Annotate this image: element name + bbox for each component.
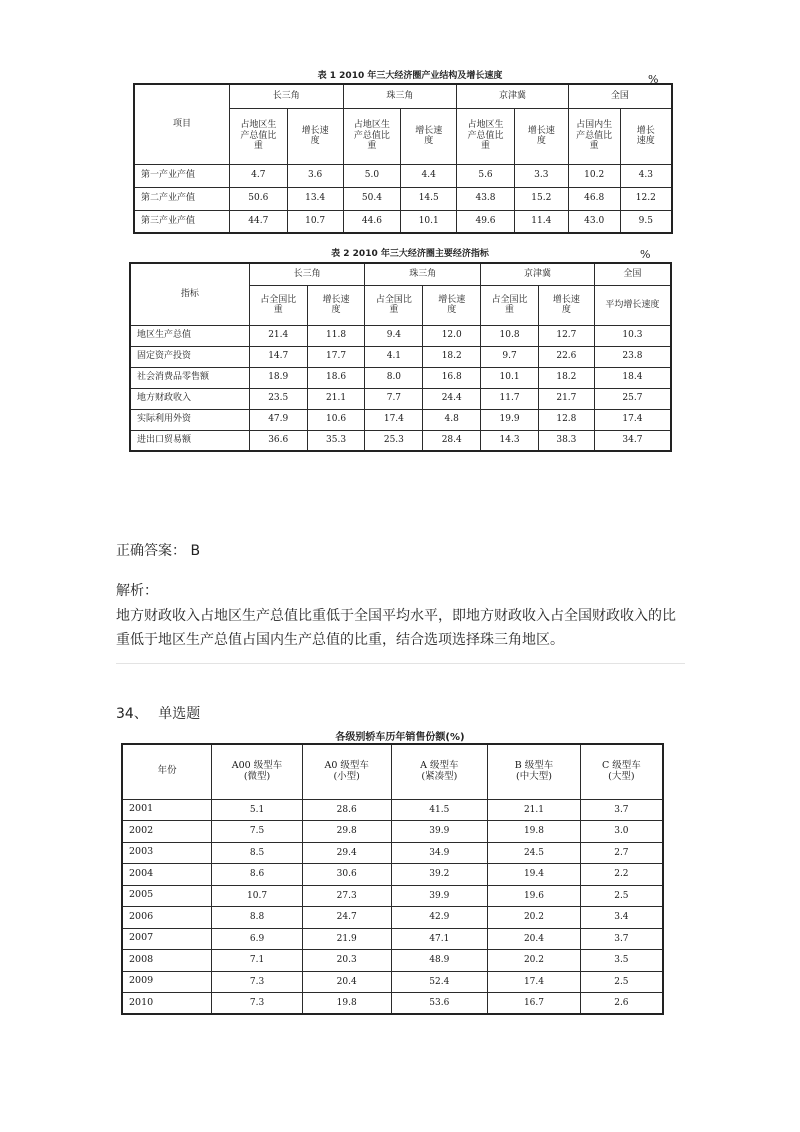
cell: 50.4 <box>343 187 401 210</box>
cell: 20.4 <box>302 971 391 993</box>
cell: 43.8 <box>457 187 515 210</box>
cell: 19.8 <box>488 821 581 843</box>
cell: 9.4 <box>365 325 423 346</box>
table2-title: 表 2 2010 年三大经济圈主要经济指标 <box>331 249 489 259</box>
row-year: 2003 <box>122 842 212 864</box>
question-number: 34、 <box>116 706 148 722</box>
cell: 21.4 <box>249 325 307 346</box>
cell: 35.3 <box>307 430 365 451</box>
row-year: 2006 <box>122 907 212 929</box>
question-type: 单选题 <box>158 706 201 722</box>
table-row <box>122 821 663 843</box>
cell: 25.3 <box>365 430 423 451</box>
cell: 3.3 <box>514 164 568 187</box>
row-label: 地区生产总值 <box>130 325 249 346</box>
cell: 2.6 <box>580 993 663 1015</box>
cell: 5.0 <box>343 164 401 187</box>
cell: 20.3 <box>302 950 391 972</box>
cell: 4.7 <box>229 164 287 187</box>
cell: 30.6 <box>302 864 391 886</box>
cell: 8.5 <box>212 842 303 864</box>
row-year: 2001 <box>122 799 212 821</box>
cell: 18.9 <box>249 367 307 388</box>
cell: 25.7 <box>594 388 671 409</box>
cell: 4.1 <box>365 346 423 367</box>
cell: 14.7 <box>249 346 307 367</box>
cell: 11.7 <box>481 388 539 409</box>
cell: 16.8 <box>423 367 481 388</box>
cell: 12.7 <box>538 325 594 346</box>
divider <box>116 663 685 664</box>
row-year: 2010 <box>122 993 212 1015</box>
table-row <box>122 799 663 821</box>
cell: 21.9 <box>302 928 391 950</box>
table1-subheader: 占地区生产总值比重 <box>229 108 287 164</box>
cell: 47.1 <box>391 928 488 950</box>
cell: 19.4 <box>488 864 581 886</box>
table3-header: A00 级型车 (微型) <box>212 744 303 799</box>
cell: 2.5 <box>580 971 663 993</box>
row-label: 实际利用外资 <box>130 409 249 430</box>
table2-subheader: 占全国比重 <box>249 285 307 325</box>
cell: 17.4 <box>488 971 581 993</box>
cell: 27.3 <box>302 885 391 907</box>
table-row <box>122 842 663 864</box>
table2-subheader: 占全国比重 <box>481 285 539 325</box>
cell: 24.4 <box>423 388 481 409</box>
table2-subheader: 占全国比重 <box>365 285 423 325</box>
cell: 5.1 <box>212 799 303 821</box>
row-label: 第一产业产值 <box>134 164 229 187</box>
question-header <box>116 703 200 723</box>
cell: 52.4 <box>391 971 488 993</box>
cell: 46.8 <box>568 187 620 210</box>
table3-header: B 级型车 (中大型) <box>488 744 581 799</box>
cell: 34.9 <box>391 842 488 864</box>
cell: 20.4 <box>488 928 581 950</box>
cell: 6.9 <box>212 928 303 950</box>
cell: 12.8 <box>538 409 594 430</box>
table-row <box>122 971 663 993</box>
table1 <box>133 83 673 234</box>
table-row <box>130 346 671 367</box>
cell: 20.2 <box>488 950 581 972</box>
cell: 18.2 <box>423 346 481 367</box>
cell: 47.9 <box>249 409 307 430</box>
cell: 38.3 <box>538 430 594 451</box>
table-row <box>122 928 663 950</box>
table-row <box>130 430 671 451</box>
row-label: 第二产业产值 <box>134 187 229 210</box>
table2-region: 长三角 <box>249 263 365 285</box>
cell: 19.9 <box>481 409 539 430</box>
row-year: 2004 <box>122 864 212 886</box>
table1-subheader: 增长速度 <box>287 108 343 164</box>
table-row <box>134 187 672 210</box>
cell: 24.5 <box>488 842 581 864</box>
cell: 28.6 <box>302 799 391 821</box>
cell: 17.4 <box>365 409 423 430</box>
table3-title: 各级别轿车历年销售份额(%) <box>335 732 465 743</box>
table1-region: 全国 <box>568 84 672 108</box>
cell: 53.6 <box>391 993 488 1015</box>
cell: 7.3 <box>212 993 303 1015</box>
cell: 18.4 <box>594 367 671 388</box>
table1-region: 珠三角 <box>343 84 457 108</box>
cell: 2.2 <box>580 864 663 886</box>
cell: 11.4 <box>514 210 568 233</box>
explanation-label: 解析： <box>116 583 158 599</box>
cell: 24.7 <box>302 907 391 929</box>
table2-subheader: 平均增长速度 <box>594 285 671 325</box>
table1-subheader: 占地区生产总值比重 <box>343 108 401 164</box>
table2-subheader: 增长速度 <box>307 285 365 325</box>
table3-header: A0 级型车 (小型) <box>302 744 391 799</box>
cell: 7.7 <box>365 388 423 409</box>
table1-subheader: 增长速度 <box>401 108 457 164</box>
cell: 21.7 <box>538 388 594 409</box>
cell: 8.0 <box>365 367 423 388</box>
answer-value: B <box>190 543 201 559</box>
cell: 15.2 <box>514 187 568 210</box>
table-row <box>130 325 671 346</box>
cell: 39.9 <box>391 821 488 843</box>
cell: 19.8 <box>302 993 391 1015</box>
row-year: 2005 <box>122 885 212 907</box>
table-row <box>122 864 663 886</box>
cell: 10.3 <box>594 325 671 346</box>
cell: 28.4 <box>423 430 481 451</box>
cell: 17.7 <box>307 346 365 367</box>
cell: 8.6 <box>212 864 303 886</box>
table-row <box>122 993 663 1015</box>
table-row <box>134 164 672 187</box>
cell: 23.8 <box>594 346 671 367</box>
table1-region: 长三角 <box>229 84 343 108</box>
table2 <box>129 262 672 452</box>
table1-region: 京津冀 <box>457 84 569 108</box>
cell: 22.6 <box>538 346 594 367</box>
cell: 49.6 <box>457 210 515 233</box>
table2-item-header: 指标 <box>130 263 249 325</box>
table-row <box>122 950 663 972</box>
cell: 10.2 <box>568 164 620 187</box>
cell: 48.9 <box>391 950 488 972</box>
cell: 29.8 <box>302 821 391 843</box>
cell: 10.7 <box>287 210 343 233</box>
table1-item-header: 项目 <box>134 84 229 164</box>
cell: 43.0 <box>568 210 620 233</box>
table1-unit: % <box>648 73 659 86</box>
cell: 10.6 <box>307 409 365 430</box>
cell: 11.8 <box>307 325 365 346</box>
cell: 14.3 <box>481 430 539 451</box>
table2-region: 全国 <box>594 263 671 285</box>
cell: 8.8 <box>212 907 303 929</box>
row-label: 进出口贸易额 <box>130 430 249 451</box>
cell: 16.7 <box>488 993 581 1015</box>
cell: 21.1 <box>488 799 581 821</box>
row-label: 地方财政收入 <box>130 388 249 409</box>
answer-label: 正确答案： <box>116 543 186 559</box>
table-row <box>130 409 671 430</box>
table-row <box>130 388 671 409</box>
explanation-text: 地方财政收入占地区生产总值比重低于全国平均水平，即地方财政收入占全国财政收入的比重低于地区生产总值占国内生产总值的比重，结合选项选择珠三角地区。 <box>116 608 676 648</box>
cell: 7.1 <box>212 950 303 972</box>
table2-unit: % <box>640 248 651 261</box>
table1-subheader: 增长速度 <box>620 108 672 164</box>
table-row <box>122 907 663 929</box>
cell: 39.2 <box>391 864 488 886</box>
cell: 2.5 <box>580 885 663 907</box>
cell: 17.4 <box>594 409 671 430</box>
cell: 23.5 <box>249 388 307 409</box>
cell: 9.7 <box>481 346 539 367</box>
cell: 3.4 <box>580 907 663 929</box>
cell: 10.1 <box>401 210 457 233</box>
cell: 12.2 <box>620 187 672 210</box>
cell: 4.3 <box>620 164 672 187</box>
row-label: 社会消费品零售额 <box>130 367 249 388</box>
row-year: 2007 <box>122 928 212 950</box>
row-label: 固定资产投资 <box>130 346 249 367</box>
table-row <box>122 885 663 907</box>
table2-region: 珠三角 <box>365 263 481 285</box>
cell: 2.7 <box>580 842 663 864</box>
cell: 3.5 <box>580 950 663 972</box>
cell: 10.1 <box>481 367 539 388</box>
row-year: 2009 <box>122 971 212 993</box>
cell: 18.2 <box>538 367 594 388</box>
table3-header: A 级型车 (紧凑型) <box>391 744 488 799</box>
table1-subheader: 占国内生产总值比重 <box>568 108 620 164</box>
cell: 7.3 <box>212 971 303 993</box>
cell: 4.8 <box>423 409 481 430</box>
cell: 21.1 <box>307 388 365 409</box>
table-row <box>130 367 671 388</box>
cell: 14.5 <box>401 187 457 210</box>
cell: 39.9 <box>391 885 488 907</box>
row-year: 2008 <box>122 950 212 972</box>
cell: 18.6 <box>307 367 365 388</box>
cell: 19.6 <box>488 885 581 907</box>
cell: 20.2 <box>488 907 581 929</box>
cell: 36.6 <box>249 430 307 451</box>
cell: 9.5 <box>620 210 672 233</box>
cell: 34.7 <box>594 430 671 451</box>
cell: 50.6 <box>229 187 287 210</box>
cell: 44.6 <box>343 210 401 233</box>
table2-subheader: 增长速度 <box>423 285 481 325</box>
cell: 12.0 <box>423 325 481 346</box>
cell: 42.9 <box>391 907 488 929</box>
cell: 44.7 <box>229 210 287 233</box>
cell: 41.5 <box>391 799 488 821</box>
cell: 7.5 <box>212 821 303 843</box>
cell: 4.4 <box>401 164 457 187</box>
cell: 5.6 <box>457 164 515 187</box>
table2-subheader: 增长速度 <box>538 285 594 325</box>
table2-region: 京津冀 <box>481 263 595 285</box>
table3-header: C 级型车 (大型) <box>580 744 663 799</box>
table3-header: 年份 <box>122 744 212 799</box>
cell: 3.7 <box>580 928 663 950</box>
table3 <box>121 743 664 1015</box>
row-year: 2002 <box>122 821 212 843</box>
cell: 3.6 <box>287 164 343 187</box>
cell: 29.4 <box>302 842 391 864</box>
table1-title: 表 1 2010 年三大经济圈产业结构及增长速度 <box>317 71 503 81</box>
cell: 3.7 <box>580 799 663 821</box>
table-row <box>134 210 672 233</box>
cell: 3.0 <box>580 821 663 843</box>
cell: 10.8 <box>481 325 539 346</box>
correct-answer <box>116 540 200 560</box>
table1-subheader: 占地区生产总值比重 <box>457 108 515 164</box>
table1-subheader: 增长速度 <box>514 108 568 164</box>
cell: 13.4 <box>287 187 343 210</box>
row-label: 第三产业产值 <box>134 210 229 233</box>
cell: 10.7 <box>212 885 303 907</box>
